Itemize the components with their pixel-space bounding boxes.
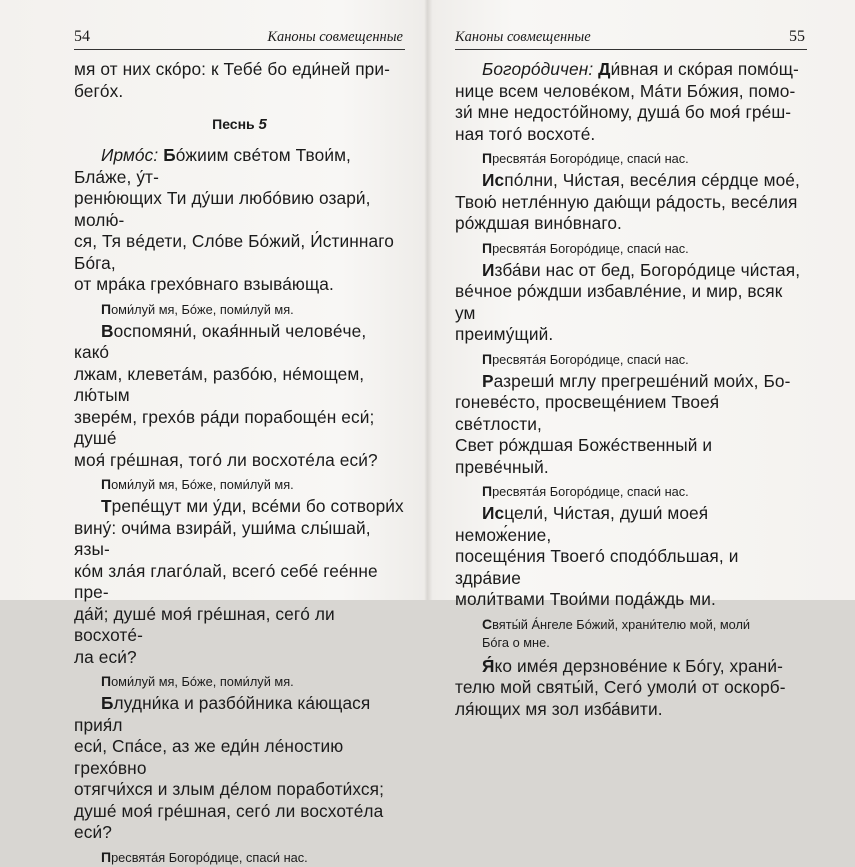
- running-title: Каноны совмещенные: [455, 29, 591, 45]
- troparion: Воспомяни́, окая́нный человéче, какó лжам, клеветáм, разбóю, нéмощем, лю́тым зверéм, грехóв рáди порабощéн еси́; душé моя́ грéшная, тогó ли восхотéла еси́?: [74, 320, 378, 470]
- refrain: Пресвятáя Богорóдице, спаси́ нас.: [482, 483, 689, 499]
- irmos-paragraph: Ирмóс: Бóжиим свéтом Твои́м, Бла́же, у́т- реню́ющих Ти ду́ши любóвию озари́, молю́- ся, Тя вéдети, Слóве Бóжий, И́стиннаго Бóга, от мрáка грехóвнаго взыва́юща.: [74, 145, 394, 294]
- troparion: Я́ко имéя дерзновéние к Бóгу, храни́- телю мой святы́й, Сегó умоли́ от оскорб- ля́ющих мя зол изба́вити.: [455, 655, 786, 719]
- right-running-head: [455, 27, 807, 50]
- troparion: Исцели́, Чи́стая, души́ моея́ немож́ение, посещéния Твоегó сподóбльшая, и здра́вие моли́твами Твои́ми подáждь ми.: [455, 503, 739, 609]
- page-number: 55: [789, 28, 805, 45]
- refrain: Поми́луй мя, Бóже, поми́луй мя.: [101, 673, 294, 689]
- troparion: Трепéщут ми у́ди, вcéми бо сотвори́х вину́: очи́ма взира́й, уши́ма слы́шай, язы- кóм зла́я глагóлай, всегó себé геéнне пре- да́й; душé моя́ грéшная, сегó ли восхотé- ла еси́?: [74, 496, 404, 667]
- right-page: [428, 0, 855, 719]
- right-page-body: [455, 59, 807, 720]
- theotokion-paragraph: Богорóдичен: Ди́вная и скóрая помóщ- нице всем человéком, Мáти Бóжия, помо- зи́ мне недостóйному, душа́ бо моя́ грéш- ная тогó восхотé.: [455, 59, 799, 144]
- guardian-angel-refrain: Святы́й А́нгеле Бóжий, храни́телю мой, моли́ Бóга о мне.: [482, 615, 751, 650]
- troparion: Испóлни, Чи́стая, весéлия сéрдце моé, Твою́ нетлéнную даю́щи рáдость, весéлия рóждшая винóвнаго.: [455, 170, 800, 233]
- refrain: Поми́луй мя, Бóже, поми́луй мя.: [101, 476, 294, 492]
- troparion: Блудни́ка и разбóйника ка́ющася прия́л еси́, Спáсе, аз же еди́н лéностию грехóвно отягчи́хся и злым дéлом поработи́хся; душé моя́ грéшная, сегó ли восхотéла еси́?: [74, 693, 384, 842]
- troparion: Разреши́ мглу прегрешéний мои́х, Бо- гоневе́сто, просвещéнием Твоея́ свéтлости, Свет рóждшая Божéственный и превéчный.: [455, 370, 791, 477]
- section-heading: Песнь 5: [212, 116, 267, 133]
- left-running-head: [74, 27, 405, 50]
- refrain: Пресвятáя Богорóдице, спаси́ нас.: [482, 239, 689, 256]
- page-number: 54: [74, 28, 90, 45]
- refrain: Пресвятáя Богорóдице, спаси́ нас.: [482, 350, 689, 367]
- running-title: Каноны совмещенные: [267, 29, 403, 45]
- left-page: [0, 0, 427, 865]
- continuation-text: мя от них скóро: к Тебé бо еди́ней при- бегóх.: [74, 59, 391, 101]
- refrain: Пресвятáя Богорóдице, спаси́ нас.: [101, 848, 308, 865]
- refrain: Пресвятáя Богорóдице, спаси́ нас.: [482, 150, 689, 166]
- refrain: Поми́луй мя, Бóже, поми́луй мя.: [101, 300, 294, 317]
- left-page-body: [74, 59, 405, 867]
- troparion: Изба́ви нас от бед, Богорóдице чи́стая, вéчное рóждши избавлéние, и мир, всяк ум преиму́щий.: [455, 259, 801, 344]
